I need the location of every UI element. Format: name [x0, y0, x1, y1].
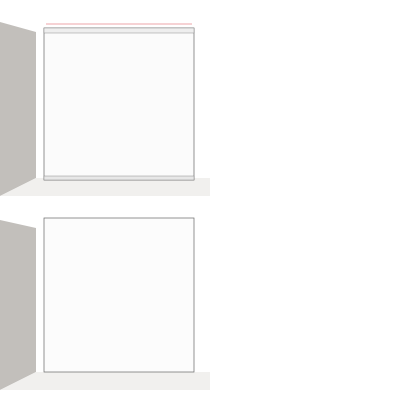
top-panel: [44, 28, 194, 33]
left-wall-2: [0, 220, 36, 390]
left-wall: [0, 22, 36, 196]
open-wardrobe-view: [0, 218, 210, 390]
floor: [0, 178, 210, 196]
closed-wardrobe-view: [0, 22, 210, 196]
specification-panel: [213, 14, 398, 20]
wardrobe-body: [44, 28, 194, 180]
floor-2: [0, 372, 210, 390]
wardrobe-interior: [44, 218, 194, 372]
plinth: [44, 176, 194, 180]
